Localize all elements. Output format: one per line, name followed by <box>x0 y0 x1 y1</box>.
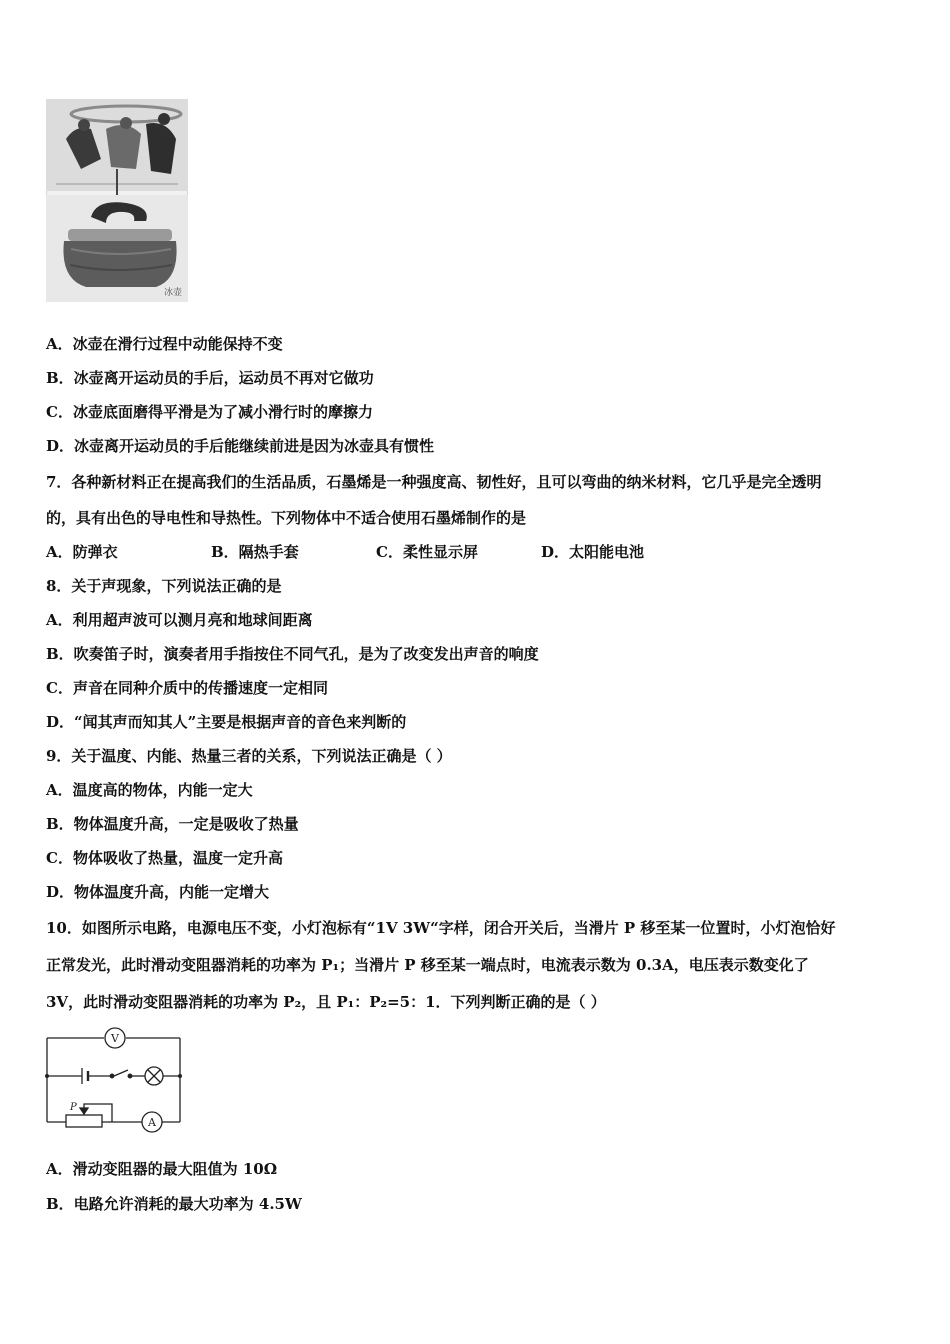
q10-stem-line3: 3V，此时滑动变阻器消耗的功率为 P₂，且 P₁：P₂=5：1．下列判断正确的是（ ） <box>46 993 606 1011</box>
slider-label: P <box>70 1102 77 1113</box>
voltmeter-label: V <box>111 1032 119 1045</box>
ammeter-label: A <box>148 1116 156 1129</box>
q9-option-c: C．物体吸收了热量，温度一定升高 <box>46 849 283 867</box>
q9-stem: 9．关于温度、内能、热量三者的关系，下列说法正确是（ ） <box>46 747 452 765</box>
q7-options <box>46 542 644 562</box>
q9-option-a: A．温度高的物体，内能一定大 <box>46 781 253 799</box>
circuit-diagram <box>44 1026 184 1134</box>
q8-stem: 8．关于声现象，下列说法正确的是 <box>46 577 282 595</box>
q10-option-a: A．滑动变阻器的最大阻值为 10Ω <box>46 1160 278 1178</box>
q8-option-a: A．利用超声波可以测月亮和地球间距离 <box>46 611 313 629</box>
curling-caption: 冰壶 <box>164 288 183 298</box>
q6-option-d: D．冰壶离开运动员的手后能继续前进是因为冰壶具有惯性 <box>46 437 435 455</box>
q7-option-d: D．太阳能电池 <box>541 543 645 561</box>
q6-option-c: C．冰壶底面磨得平滑是为了减小滑行时的摩擦力 <box>46 403 373 421</box>
q6-option-a: A．冰壶在滑行过程中动能保持不变 <box>46 335 283 353</box>
q6-option-b: B．冰壶离开运动员的手后，运动员不再对它做功 <box>46 369 374 387</box>
q8-option-b: B．吹奏笛子时，演奏者用手指按住不同气孔，是为了改变发出声音的响度 <box>46 645 539 663</box>
q7-option-b: B．隔热手套 <box>211 543 299 561</box>
q7-option-a: A．防弹衣 <box>46 543 118 561</box>
q10-stem-line2: 正常发光，此时滑动变阻器消耗的功率为 P₁；当滑片 P 移至某一端点时，电流表示数为 0.3A，电压表示数变化了 <box>46 956 809 974</box>
q10-option-b: B．电路允许消耗的最大功率为 4.5W <box>46 1195 302 1213</box>
q7-stem-line1: 7．各种新材料正在提高我们的生活品质，石墨烯是一种强度高、韧性好，且可以弯曲的纳米材料，它几乎是完全透明 <box>46 473 822 491</box>
q9-option-b: B．物体温度升高，一定是吸收了热量 <box>46 815 299 833</box>
q7-stem-line2: 的，具有出色的导电性和导热性。下列物体中不适合使用石墨烯制作的是 <box>46 509 527 527</box>
rheostat-icon <box>66 1115 102 1127</box>
q8-option-c: C．声音在同种介质中的传播速度一定相同 <box>46 679 328 697</box>
curling-photo <box>46 99 188 302</box>
q8-option-d: D．“闻其声而知其人”主要是根据声音的音色来判断的 <box>46 713 407 731</box>
q9-option-d: D．物体温度升高，内能一定增大 <box>46 883 270 901</box>
q7-option-c: C．柔性显示屏 <box>376 543 478 561</box>
q10-stem-line1: 10．如图所示电路，电源电压不变，小灯泡标有“1V 3W“字样，闭合开关后，当滑片 P 移至某一位置时，小灯泡恰好 <box>46 919 836 937</box>
